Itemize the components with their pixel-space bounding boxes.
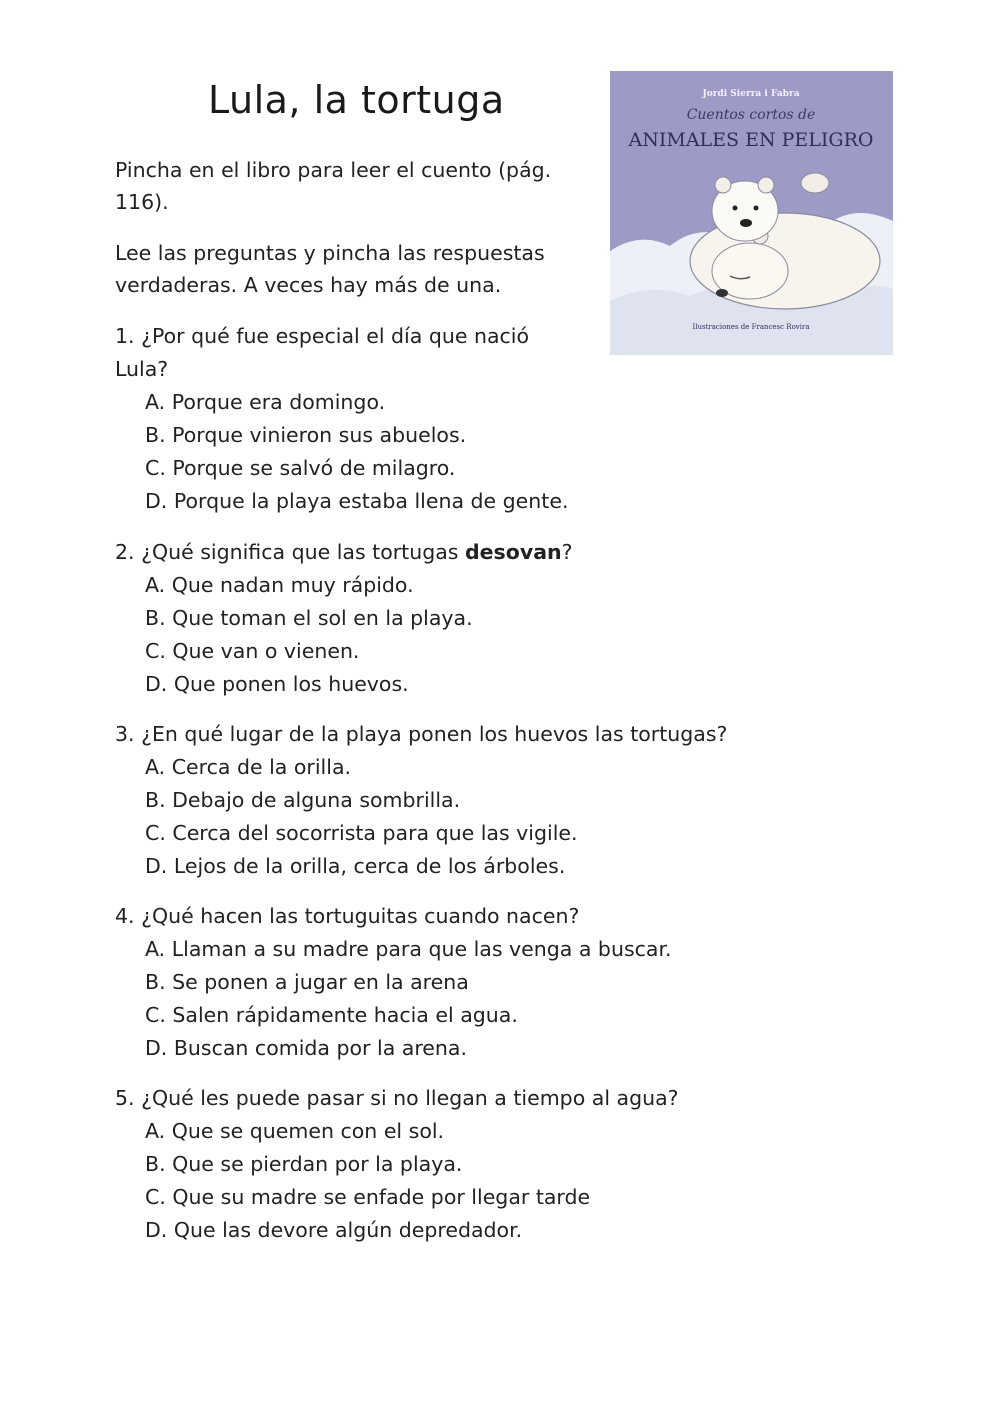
option-text: Debajo de alguna sombrilla. (172, 788, 461, 812)
option-text: Que nadan muy rápido. (171, 573, 414, 597)
small-animal (801, 173, 829, 193)
polar-bear-cub-ear-left (715, 177, 731, 193)
question-5-text (115, 1082, 679, 1115)
option-text: Porque la playa estaba llena de gente. (173, 489, 569, 513)
polar-bear-cub-eye-left (733, 206, 738, 211)
option-letter: A. (145, 937, 166, 961)
answer-option-1c[interactable] (145, 452, 585, 485)
question-2 (115, 536, 573, 701)
option-text: Porque era domingo. (171, 390, 386, 414)
option-letter: B. (145, 970, 166, 994)
question-4-text (115, 900, 672, 933)
option-text: Lejos de la orilla, cerca de los árboles. (173, 854, 566, 878)
answer-option-2c[interactable] (145, 635, 573, 668)
answer-options (115, 933, 672, 1065)
option-text: Que se quemen con el sol. (171, 1119, 445, 1143)
question-1-text (115, 320, 585, 386)
option-letter: A. (145, 755, 166, 779)
option-letter: B. (145, 606, 166, 630)
option-text: Que van o vienen. (172, 639, 360, 663)
question-1 (115, 320, 585, 518)
answer-option-4b[interactable] (145, 966, 672, 999)
option-text: Que ponen los huevos. (173, 672, 409, 696)
option-letter: D. (145, 1036, 168, 1060)
question-2-text (115, 536, 573, 569)
option-letter: A. (145, 573, 166, 597)
question-prompt: ¿En qué lugar de la playa ponen los huevos las tortugas? (141, 722, 728, 746)
page-title: Lula, la tortuga (208, 78, 505, 122)
option-letter: C. (145, 1185, 166, 1209)
question-keyword: desovan (464, 540, 562, 564)
answer-options (115, 386, 585, 518)
question-prompt: ¿Por qué fue especial el día que nació Lula? (115, 324, 530, 381)
book-cover-link[interactable] (610, 71, 893, 355)
option-letter: C. (145, 821, 166, 845)
answer-option-4a[interactable] (145, 933, 672, 966)
option-letter: B. (145, 423, 166, 447)
intro-instruction-answer: Lee las preguntas y pincha las respuestas verdaderas. A veces hay más de una. (115, 241, 545, 297)
option-text: Se ponen a jugar en la arena (172, 970, 469, 994)
option-letter: D. (145, 672, 168, 696)
book-cover-image (610, 71, 893, 355)
option-letter: D. (145, 489, 168, 513)
answer-option-5a[interactable] (145, 1115, 679, 1148)
answer-option-3d[interactable] (145, 850, 727, 883)
answer-option-3a[interactable] (145, 751, 727, 784)
answer-option-5c[interactable] (145, 1181, 679, 1214)
answer-option-4d[interactable] (145, 1032, 672, 1065)
option-text: Porque se salvó de milagro. (172, 456, 456, 480)
option-letter: D. (145, 1218, 168, 1242)
polar-bear-cub-nose (740, 219, 752, 227)
option-text: Que se pierdan por la playa. (172, 1152, 463, 1176)
polar-bear-cub-ear-right (758, 177, 774, 193)
question-prompt: ¿Qué hacen las tortuguitas cuando nacen? (141, 904, 580, 928)
option-letter: A. (145, 390, 166, 414)
book-author: Jordi Sierra i Fabra (702, 89, 800, 99)
answer-option-5b[interactable] (145, 1148, 679, 1181)
option-text: Salen rápidamente hacia el agua. (172, 1003, 518, 1027)
answer-option-5d[interactable] (145, 1214, 679, 1247)
option-text: Que las devore algún depredador. (173, 1218, 523, 1242)
book-subtitle: Cuentos cortos de (686, 107, 816, 123)
answer-option-2d[interactable] (145, 668, 573, 701)
option-letter: B. (145, 1152, 166, 1176)
question-3 (115, 718, 727, 883)
answer-option-2b[interactable] (145, 602, 573, 635)
question-3-text (115, 718, 727, 751)
option-text: Porque vinieron sus abuelos. (172, 423, 467, 447)
answer-option-3b[interactable] (145, 784, 727, 817)
polar-bear-cub-eye-right (754, 206, 759, 211)
answer-option-3c[interactable] (145, 817, 727, 850)
answer-option-1d[interactable] (145, 485, 585, 518)
option-letter: D. (145, 854, 168, 878)
question-number: 5. (115, 1086, 135, 1110)
answer-options (115, 751, 727, 883)
option-text: Que su madre se enfade por llegar tarde (172, 1185, 591, 1209)
question-number: 4. (115, 904, 135, 928)
option-text: Cerca del socorrista para que las vigile. (172, 821, 578, 845)
option-letter: C. (145, 1003, 166, 1027)
option-text: Buscan comida por la arena. (173, 1036, 467, 1060)
option-letter: C. (145, 456, 166, 480)
option-text: Llaman a su madre para que las venga a buscar. (171, 937, 672, 961)
book-title: ANIMALES EN PELIGRO (628, 129, 874, 151)
answer-option-4c[interactable] (145, 999, 672, 1032)
answer-option-2a[interactable] (145, 569, 573, 602)
option-letter: A. (145, 1119, 166, 1143)
book-illustrator: Ilustraciones de Francesc Rovira (692, 323, 810, 331)
option-letter: B. (145, 788, 166, 812)
answer-option-1a[interactable] (145, 386, 585, 419)
polar-bear-mother-nose (716, 289, 728, 297)
option-text: Cerca de la orilla. (171, 755, 352, 779)
option-letter: C. (145, 639, 166, 663)
question-4 (115, 900, 672, 1065)
option-text: Que toman el sol en la playa. (172, 606, 473, 630)
question-number: 1. (115, 324, 135, 348)
question-prompt-end: ? (561, 540, 573, 564)
question-5 (115, 1082, 679, 1247)
question-number: 2. (115, 540, 135, 564)
answer-options (115, 1115, 679, 1247)
answer-option-1b[interactable] (145, 419, 585, 452)
question-prompt: ¿Qué significa que las tortugas (141, 540, 465, 564)
answer-options (115, 569, 573, 701)
question-number: 3. (115, 722, 135, 746)
question-prompt: ¿Qué les puede pasar si no llegan a tiempo al agua? (141, 1086, 679, 1110)
intro-instruction-read: Pincha en el libro para leer el cuento (pág. 116). (115, 158, 552, 214)
